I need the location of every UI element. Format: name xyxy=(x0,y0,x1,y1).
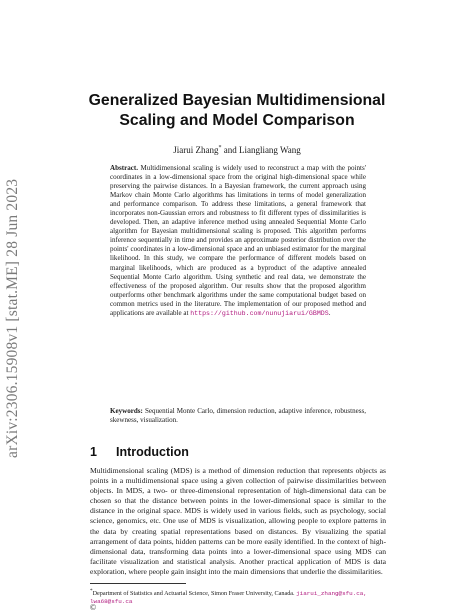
author-footnote-mark: * xyxy=(218,145,222,151)
footnote-rule xyxy=(90,583,186,584)
abstract-github-link[interactable]: https://github.com/nunujiarui/GBMDS xyxy=(190,309,329,317)
section-title: Introduction xyxy=(116,445,189,459)
arxiv-identifier: arXiv:2306.15908v1 [stat.ME] 28 Jun 2023 xyxy=(4,178,21,458)
abstract-text: Multidimensional scaling is widely used to reconstruct a map with the points' coordinates in a low-dimensional space from the original high-dimensional space while preserving the pairwise distances. In a Bayesian framework, the current approach using Markov chain Monte Carlo algorithms has limitations in terms of model generalization and performance comparison. To address these limitations, a general framework that incorporates non-Gaussian errors and robustness to fit different types of dissimilarities is developed. Then, an adaptive inference method using annealed Sequential Monte Carlo algorithm for Bayesian multidimensional scaling is proposed. This algorithm performs inference sequentially in time and provides an approximate posterior distribution over the points' coordinates in a low-dimensional space and an unbiased estimator for the marginal likelihood. In this study, we compare the performance of different models based on marginal likelihoods, which are produced as a byproduct of the adaptive annealed Sequential Monte Carlo algorithm. Using synthetic and real data, we demonstrate the effectiveness of the proposed algorithm. Our results show that the proposed algorithm outperforms other benchmark algorithms under the same computational budget based on common metrics used in the literature. The implementation of our proposed method and applications are available at xyxy=(110,164,366,317)
abstract-label: Abstract. xyxy=(110,164,138,172)
abstract-end: . xyxy=(328,308,331,317)
section-heading-introduction xyxy=(90,445,189,459)
paper-title: Generalized Bayesian Multidimensional Scaling and Model Comparison xyxy=(88,92,386,129)
author-first: Jiarui Zhang xyxy=(173,145,219,155)
abstract xyxy=(110,164,366,318)
keywords-text: Sequential Monte Carlo, dimension reduction, adaptive inference, robustness, skewness, visualization. xyxy=(110,407,366,425)
copyright-symbol: © xyxy=(90,603,97,612)
footnote-emails[interactable]: jiarui_zhang@sfu.ca, lwa68@sfu.ca xyxy=(90,590,367,606)
author-rest: and Liangliang Wang xyxy=(221,145,301,155)
section-number: 1 xyxy=(90,445,97,459)
footnote-text: Department of Statistics and Actuarial Science, Simon Fraser University, Canada. xyxy=(92,590,297,598)
footnote xyxy=(90,587,386,606)
introduction-paragraph: Multidimensional scaling (MDS) is a method of dimension reduction that represents objects as points in a multidimensional space using a given collection of pairwise dissimilarities between objects. In MDS, a two- or three-dimensional representation of high-dimensional data can be chosen so that the distance between points in the lower-dimensional space is similar to the distance in the original space. MDS is widely used in various fields, such as psychology, social science, genomics, etc. One use of MDS is visualization, allowing people to explore patterns in the data by creating spatial representations based on distances. By visualizing the spatial arrangement of data points, hidden patterns can be more easily identified. In the context of high-dimensional data, transforming data points into a lower-dimensional space using MDS can facilitate visualization and statistical analysis. Another practical application of MDS is data exploration, where people gain insight into the main dimensions that underlie the dissimilarities. xyxy=(90,466,386,576)
author-line xyxy=(60,143,414,156)
footnote-mark: * xyxy=(90,588,93,594)
keywords-label: Keywords: xyxy=(110,407,143,415)
keywords xyxy=(110,407,366,425)
